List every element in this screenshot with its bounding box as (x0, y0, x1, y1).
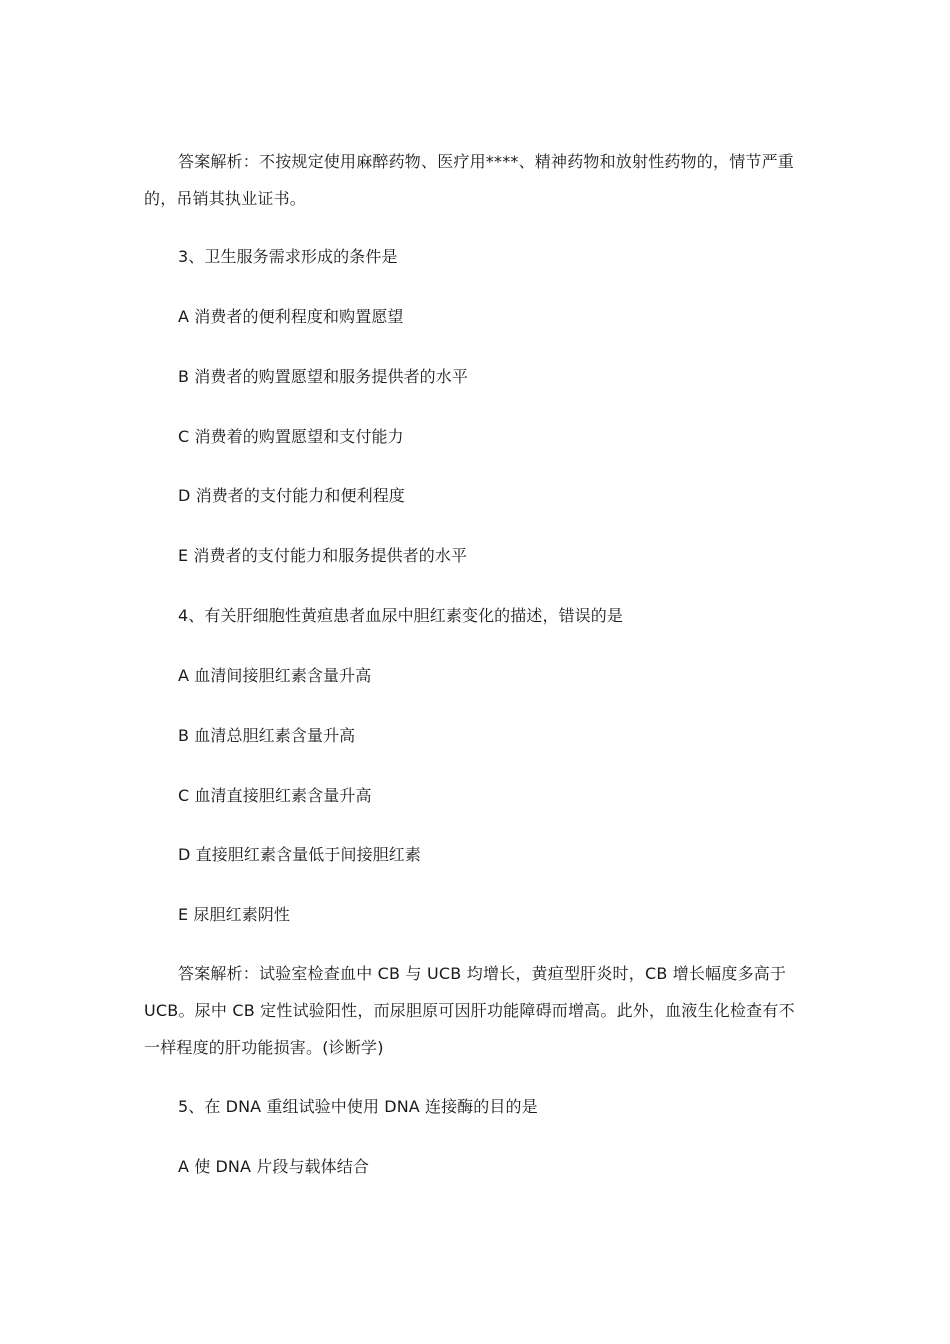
analysis-paragraph-2: 答案解析：试验室检查血中 CB 与 UCB 均增长，黄疸型肝炎时，CB 增长幅度多高于 UCB。尿中 CB 定性试验阳性，而尿胆原可因肝功能障碍而增高。此外，血液生化检查有不一样程度的肝功能损害。(诊断学) (144, 964, 795, 1057)
question-4-option-d: D 直接胆红素含量低于间接胆红素 (178, 845, 422, 864)
question-4-option-e: E 尿胆红素阴性 (178, 905, 290, 924)
analysis-paragraph-1: 答案解析：不按规定使用麻醉药物、医疗用****、精神药物和放射性药物的，情节严重的，吊销其执业证书。 (144, 152, 795, 208)
question-4-option-c: C 血清直接胆红素含量升高 (178, 786, 372, 805)
question-3-stem: 3、卫生服务需求形成的条件是 (178, 247, 398, 266)
question-5-option-a: A 使 DNA 片段与载体结合 (178, 1157, 369, 1176)
question-4-option-a: A 血清间接胆红素含量升高 (178, 666, 372, 685)
question-4-stem: 4、有关肝细胞性黄疸患者血尿中胆红素变化的描述，错误的是 (178, 606, 623, 625)
question-3-option-d: D 消费者的支付能力和便利程度 (178, 486, 405, 505)
question-3-option-c: C 消费着的购置愿望和支付能力 (178, 427, 404, 446)
question-3-option-e: E 消费者的支付能力和服务提供者的水平 (178, 546, 468, 565)
question-5-stem: 5、在 DNA 重组试验中使用 DNA 连接酶的目的是 (178, 1097, 538, 1116)
question-3-option-b: B 消费者的购置愿望和服务提供者的水平 (178, 367, 468, 386)
question-4-option-b: B 血清总胆红素含量升高 (178, 726, 356, 745)
question-3-option-a: A 消费者的便利程度和购置愿望 (178, 307, 404, 326)
